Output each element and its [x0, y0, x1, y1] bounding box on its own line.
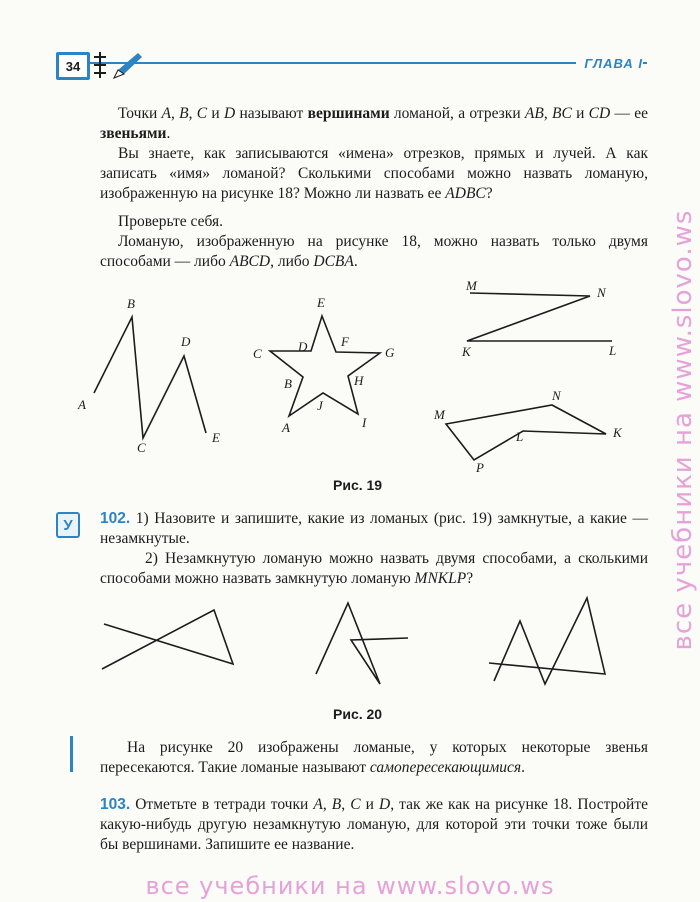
intro-paragraph-3: Проверьте себя.: [118, 213, 224, 230]
intro-paragraph-1: Точки A, B, C и D называют вершинами ломаной, а отрезки AB, BC и CD — ее звеньями.: [100, 105, 649, 142]
figure-19-caption: Рис. 19: [333, 477, 383, 493]
label-A: A: [78, 397, 86, 412]
exercise-102: [100, 509, 648, 589]
star-label-B: B: [284, 376, 292, 391]
chapter-title: ГЛАВА I: [576, 56, 643, 71]
star-label-A: A: [282, 420, 290, 435]
exercise-102-part2: 2) Незамкнутую ломаную можно назвать двумя способами, а сколькими способами можно назвать замкнутую ломаную MNKLP?: [100, 550, 648, 587]
label-E: E: [212, 430, 220, 445]
star-polyline: [270, 316, 380, 416]
polyline-mnklp: [446, 405, 606, 460]
pen-icon: [110, 50, 144, 80]
definition-text: На рисунке 20 изображены ломаные, у которых некоторые звенья пересекаются. Такие ломаные называют самопересекающимися.: [100, 739, 648, 776]
closed-label-P: P: [476, 460, 484, 475]
watermark-bottom: все учебники на www.slovo.ws: [145, 872, 555, 900]
star-label-F: F: [341, 334, 349, 349]
star-label-D: D: [298, 339, 308, 354]
closed-label-L: L: [516, 429, 524, 444]
self-intersecting-polyline-1: [102, 610, 233, 669]
star-label-I: I: [362, 415, 367, 430]
self-intersecting-polyline-2: [316, 603, 408, 684]
polyline-mnkl: [467, 293, 612, 341]
exercise-103-text: 103. Отметьте в тетради точки A, B, C и D, так же как на рисунке 18. Постройте какую-нибудь другую незамкнутую ломаную, для которой эти точки тоже были бы вершинами. Запишите ее название.: [100, 796, 648, 853]
label-N: N: [597, 285, 606, 300]
closed-label-K: K: [613, 425, 622, 440]
page-number: 34: [56, 52, 90, 80]
exercise-103: [100, 795, 648, 855]
closed-label-N: N: [552, 388, 561, 403]
exercise-103-number: 103.: [100, 796, 131, 813]
intro-paragraph-4: Ломаную, изображенную на рисунке 18, можно назвать только двумя способами — либо ABCD, либо DCBA.: [100, 233, 648, 270]
label-M: M: [466, 278, 477, 293]
intro-text: [100, 104, 648, 272]
header-rule: [57, 62, 647, 64]
definition-note: [100, 738, 648, 778]
figure-19: [70, 276, 640, 476]
binding-icon: [92, 50, 108, 80]
exercise-102-part1: 102. 1) Назовите и запишите, какие из ломаных (рис. 19) замкнутые, а какие — незамкнутые.: [100, 510, 648, 547]
closed-label-M: M: [434, 407, 445, 422]
figure-20: [90, 595, 630, 695]
star-label-C: C: [253, 346, 262, 361]
exercise-badge: У: [56, 512, 80, 538]
label-B: B: [127, 296, 135, 311]
watermark-side: все учебники на www.slovo.ws: [668, 209, 698, 651]
intro-paragraph-2: Вы знаете, как записываются «имена» отрезков, прямых и лучей. А как записать «имя» ломаной? Сколькими способами можно назвать ломаную, изображенную на рисунке 18? Можно ли назвать ее ADBC?: [100, 145, 648, 202]
label-K: K: [462, 344, 471, 359]
exercise-102-number: 102.: [100, 510, 131, 527]
note-marker: [70, 736, 73, 772]
label-D: D: [181, 334, 191, 349]
star-label-E: E: [317, 295, 325, 310]
star-label-J: J: [317, 398, 323, 413]
label-L: L: [609, 343, 617, 358]
self-intersecting-polyline-3: [489, 598, 605, 684]
star-label-G: G: [385, 345, 395, 360]
figure-20-caption: Рис. 20: [333, 706, 383, 722]
star-label-H: H: [354, 373, 364, 388]
label-C: C: [137, 440, 146, 455]
